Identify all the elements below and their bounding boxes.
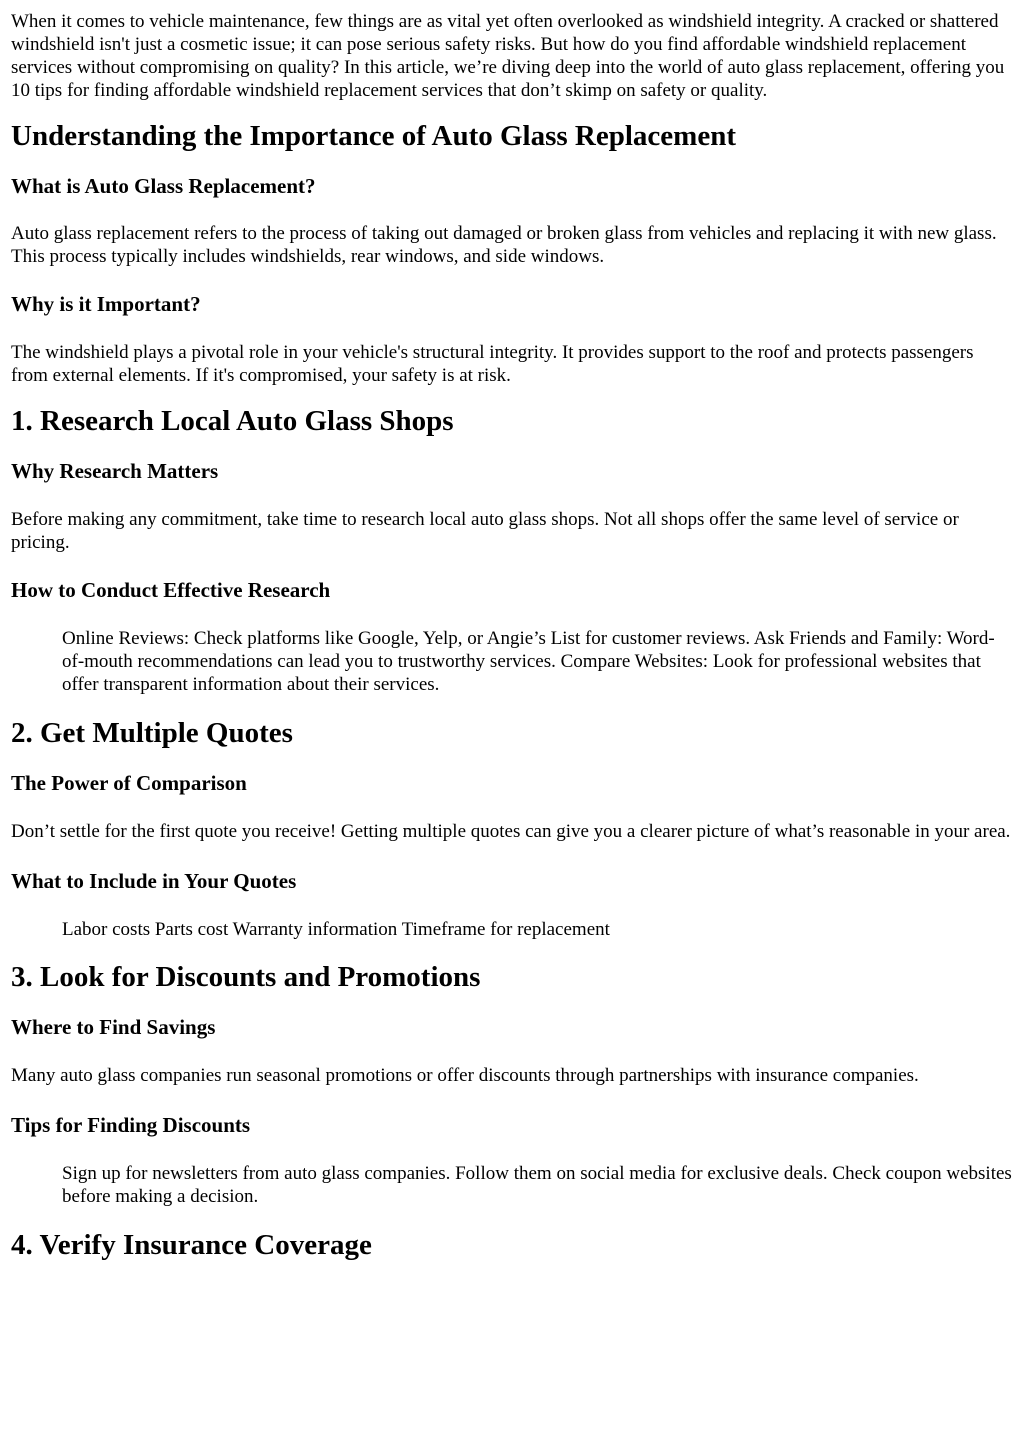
paragraph-where-to-find-savings: Many auto glass companies run seasonal promotions or offer discounts through partnerships with insurance companies.	[11, 1065, 919, 1086]
section-heading-discounts: 3. Look for Discounts and Promotions	[11, 961, 481, 993]
list-how-to-research: Online Reviews: Check platforms like Google, Yelp, or Angie’s List for customer reviews. Ask Friends and Family: Word-of-mouth recommendations can lead you to trustworthy services. Compare Websites: Look for professional websites that offer transparent information about their services.	[62, 628, 995, 695]
paragraph-power-of-comparison: Don’t settle for the first quote you receive! Getting multiple quotes can give you a clearer picture of what’s reasonable in your area.	[11, 821, 1011, 842]
subheading-tips-for-discounts: Tips for Finding Discounts	[11, 1113, 251, 1137]
section-heading-research: 1. Research Local Auto Glass Shops	[11, 405, 454, 437]
list-what-to-include: Labor costs Parts cost Warranty information Timeframe for replacement	[62, 919, 610, 940]
subheading-what-is-auto-glass-replacement: What is Auto Glass Replacement?	[11, 174, 316, 198]
paragraph-why-important: The windshield plays a pivotal role in your vehicle's structural integrity. It provides support to the roof and protects passengers from external elements. If it's compromised, your safety is at risk.	[11, 342, 974, 386]
subheading-why-research-matters: Why Research Matters	[11, 459, 219, 483]
paragraph-why-research-matters: Before making any commitment, take time to research local auto glass shops. Not all shops offer the same level of service or pricing.	[11, 509, 959, 553]
intro-paragraph: When it comes to vehicle maintenance, few things are as vital yet often overlooked as windshield integrity. A cracked or shattered windshield isn't just a cosmetic issue; it can pose serious safety risks. But how do you find affordable windshield replacement services without compromising on quality? In this article, we’re diving deep into the world of auto glass replacement, offering you 10 tips for finding affordable windshield replacement services that don’t skimp on safety or quality.	[11, 11, 1005, 101]
subheading-power-of-comparison: The Power of Comparison	[11, 771, 247, 795]
subheading-how-to-research: How to Conduct Effective Research	[11, 578, 331, 602]
section-heading-quotes: 2. Get Multiple Quotes	[11, 717, 293, 749]
section-heading-importance: Understanding the Importance of Auto Glass Replacement	[11, 120, 736, 152]
paragraph-what-is-auto-glass-replacement: Auto glass replacement refers to the process of taking out damaged or broken glass from vehicles and replacing it with new glass. This process typically includes windshields, rear windows, and side windows.	[11, 223, 997, 267]
section-heading-insurance: 4. Verify Insurance Coverage	[11, 1229, 372, 1261]
list-tips-for-discounts: Sign up for newsletters from auto glass companies. Follow them on social media for exclusive deals. Check coupon websites before making a decision.	[62, 1163, 1012, 1207]
subheading-why-important: Why is it Important?	[11, 292, 201, 316]
subheading-where-to-find-savings: Where to Find Savings	[11, 1015, 216, 1039]
subheading-what-to-include: What to Include in Your Quotes	[11, 869, 297, 893]
